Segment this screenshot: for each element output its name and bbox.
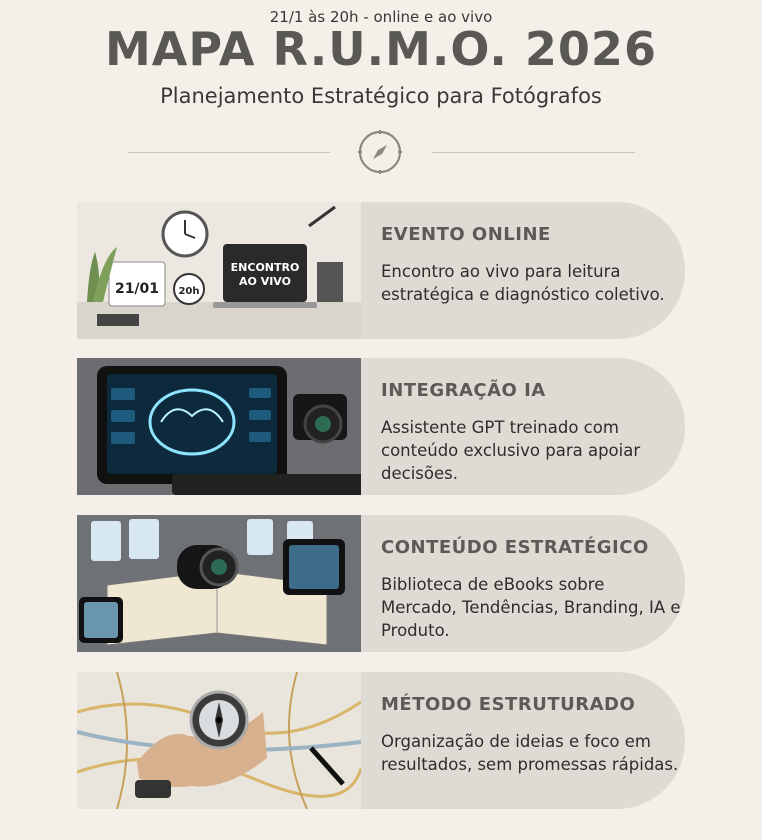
page-subtitle: Planejamento Estratégico para Fotógrafos [160,84,602,108]
svg-text:21/01: 21/01 [114,281,160,297]
ebooks-illustration [77,515,361,652]
card-title: MÉTODO ESTRUTURADO [381,694,636,715]
card-description: Assistente GPT treinado com conteúdo exclusivo para apoiar decisões. [381,418,641,483]
card-integracao-ia [77,358,685,495]
card-title: INTEGRAÇÃO IA [381,380,546,401]
card-metodo-estruturado [77,672,685,809]
card-description: Organização de ideias e foco em resultados, sem promessas rápidas. [381,732,679,774]
divider-right [432,152,635,153]
svg-text:20h: 20h [178,286,200,297]
compass-icon [356,128,404,176]
event-date: 21/1 às 20h - online e ao vivo [269,8,493,26]
page-title: MAPA R.U.M.O. 2026 [105,22,657,76]
card-evento-online [77,202,685,339]
card-conteudo-estrategico [77,515,685,652]
card-title: EVENTO ONLINE [381,224,551,245]
svg-text:ENCONTRO: ENCONTRO [230,261,300,274]
card-description: Encontro ao vivo para leitura estratégica e diagnóstico coletivo. [381,262,665,304]
divider-left [128,152,330,153]
card-title: CONTEÚDO ESTRATÉGICO [381,537,649,558]
card-description: Biblioteca de eBooks sobre Mercado, Tendências, Branding, IA e Produto. [381,575,681,640]
map-compass-illustration [77,672,361,809]
ai-tablet-illustration [77,358,361,495]
event-illustration [77,202,361,339]
svg-text:AO VIVO: AO VIVO [239,275,291,288]
